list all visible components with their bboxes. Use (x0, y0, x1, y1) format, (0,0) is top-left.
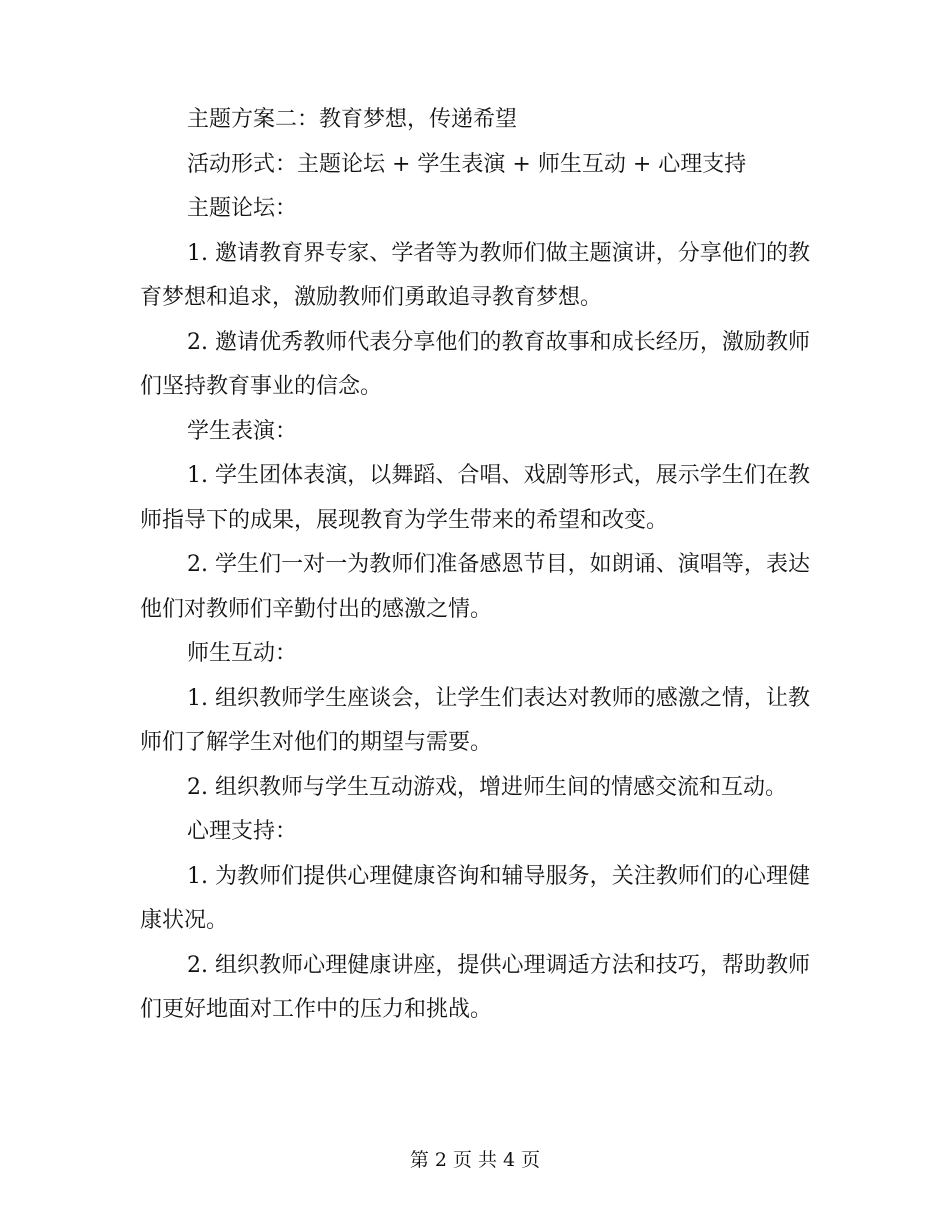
forum-item-2: 2. 邀请优秀教师代表分享他们的教育故事和成长经历，激励教师们坚持教育事业的信念。 (140, 329, 810, 399)
interaction-item-1: 1. 组织教师学生座谈会，让学生们表达对教师的感激之情，让教师们了解学生对他们的期望与需要。 (140, 685, 810, 755)
performance-item-2: 2. 学生们一对一为教师们准备感恩节目，如朗诵、演唱等，表达他们对教师们辛勤付出的感激之情。 (140, 552, 810, 622)
section-heading-forum: 主题论坛： (187, 196, 298, 221)
plan-title: 主题方案二：教育梦想，传递希望 (187, 107, 518, 132)
section-heading-interaction: 师生互动： (187, 641, 298, 666)
document-body (140, 98, 810, 1033)
page-number-footer: 第 2 页 共 4 页 (409, 1149, 541, 1171)
support-item-1: 1. 为教师们提供心理健康咨询和辅导服务，关注教师们的心理健康状况。 (140, 863, 810, 933)
section-heading-support: 心理支持： (187, 819, 298, 844)
forum-item-1: 1. 邀请教育界专家、学者等为教师们做主题演讲，分享他们的教育梦想和追求，激励教师们勇敢追寻教育梦想。 (140, 240, 810, 310)
activity-format: 活动形式：主题论坛 + 学生表演 + 师生互动 + 心理支持 (187, 151, 747, 177)
section-heading-performance: 学生表演： (187, 418, 298, 444)
performance-item-1: 1. 学生团体表演，以舞蹈、合唱、戏剧等形式，展示学生们在教师指导下的成果，展现教育为学生带来的希望和改变。 (140, 463, 810, 533)
support-item-2: 2. 组织教师心理健康讲座，提供心理调适方法和技巧，帮助教师们更好地面对工作中的压力和挑战。 (140, 952, 810, 1022)
interaction-item-2: 2. 组织教师与学生互动游戏，增进师生间的情感交流和互动。 (187, 774, 787, 800)
